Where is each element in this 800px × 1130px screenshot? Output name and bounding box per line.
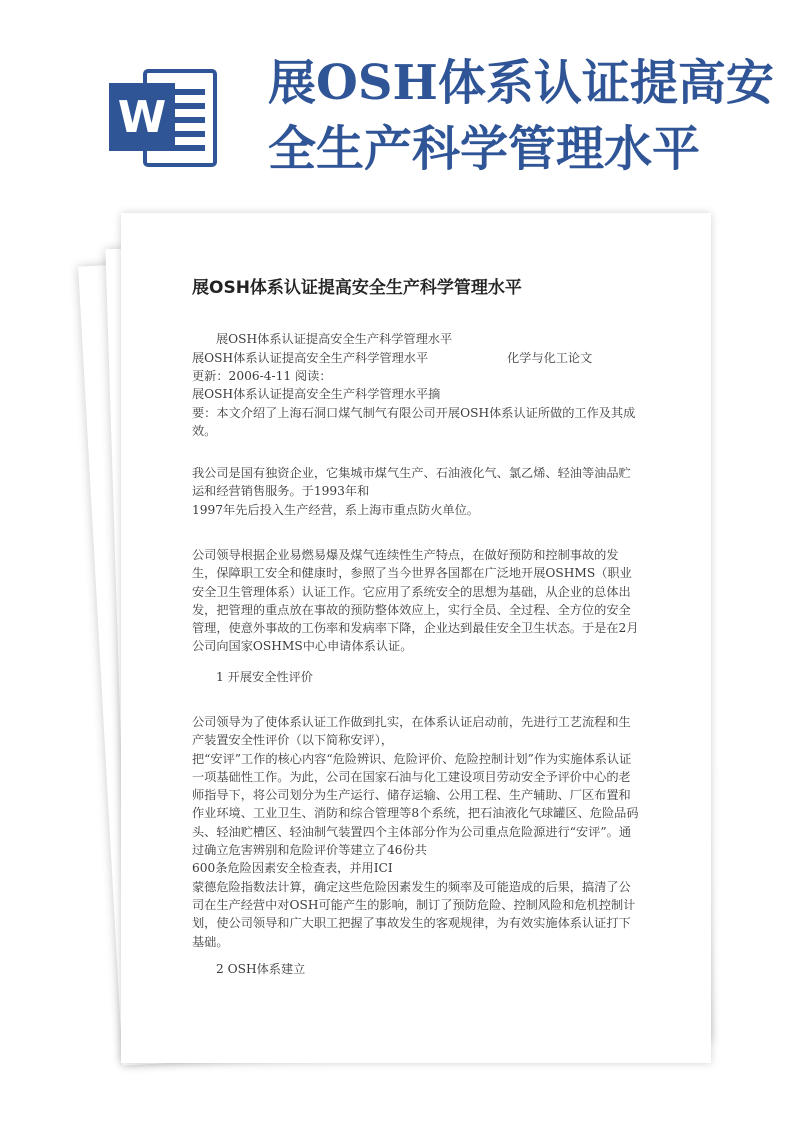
paragraph-1: 我公司是国有独资企业，它集城市煤气生产、石油液化气、氯乙烯、轻油等油品贮运和经营销售服务。于1993年和 1997年先后投入生产经营，系上海市重点防火单位。 [192, 466, 631, 517]
section-heading-2: 2 OSH体系建立 [216, 962, 306, 976]
svg-text:W: W [117, 92, 167, 143]
document-title: 展OSH体系认证提高安全生产科学管理水平 [192, 278, 522, 298]
meta-line-4: 展OSH体系认证提高安全生产科学管理水平摘 [192, 387, 441, 401]
meta-line-2: 展OSH体系认证提高安全生产科学管理水平 [192, 351, 429, 365]
banner-title: 展OSH体系认证提高安全生产科学管理水平 [268, 55, 774, 177]
paragraph-3: 公司领导为了使体系认证工作做到扎实，在体系认证启动前，先进行工艺流程和生产装置安全性评价（以下简称安评）， 把“安评”工作的核心内容“危险辨识、危险评价、危险控制计划”作为实施体系认证一项基础性工作。为此，公司在国家石油与化工建设项目劳动安全予评价中心的老师指导下，将公司划分为生产运行、储存运输、公用工程、生产辅助、厂区布置和作业环境、工业卫生、消防和综合管理等8个系统，把石油液化气球罐区、危险品码头、轻油贮槽区、轻油制气装置四个主体部分作为公司重点危险源进行“安评”。通过确立危害辨别和危险评价等建立了46份共 600条危险因素安全检查表，并用ICI 蒙德危险指数法计算，确定这些危险因素发生的频率及可能造成的后果，搞清了公司在生产经营中对OSH可能产生的影响，制订了预防危险、控制风险和危机控制计划，使公司领导和广大职工把握了事故发生的客观规律，为有效实施体系认证打下基础。 [192, 715, 639, 949]
word-document-icon [107, 63, 219, 173]
section-heading-1: 1 开展安全性评价 [216, 670, 313, 684]
meta-line-1: 展OSH体系认证提高安全生产科学管理水平 [216, 332, 453, 346]
meta-category: 化学与化工论文 [507, 351, 593, 365]
document-page [121, 213, 711, 1063]
paragraph-2: 公司领导根据企业易燃易爆及煤气连续性生产特点，在做好预防和控制事故的发生，保障职工安全和健康时，参照了当今世界各国都在广泛地开展OSHMS（职业安全卫生管理体系）认证工作。它应用了系统安全的思想为基础，从企业的总体出发，把管理的重点放在事故的预防整体效应上，实行全员、全过程、全方位的安全管理，使意外事故的工伤率和发病率下降，企业达到最佳安全卫生状态。于是在2月公司向国家OSHMS中心申请体系认证。 [192, 548, 639, 654]
abstract: 要：本文介绍了上海石洞口煤气制气有限公司开展OSH体系认证所做的工作及其成效。 [192, 406, 636, 439]
meta-line-3: 更新：2006-4-11 阅读： [192, 369, 332, 383]
